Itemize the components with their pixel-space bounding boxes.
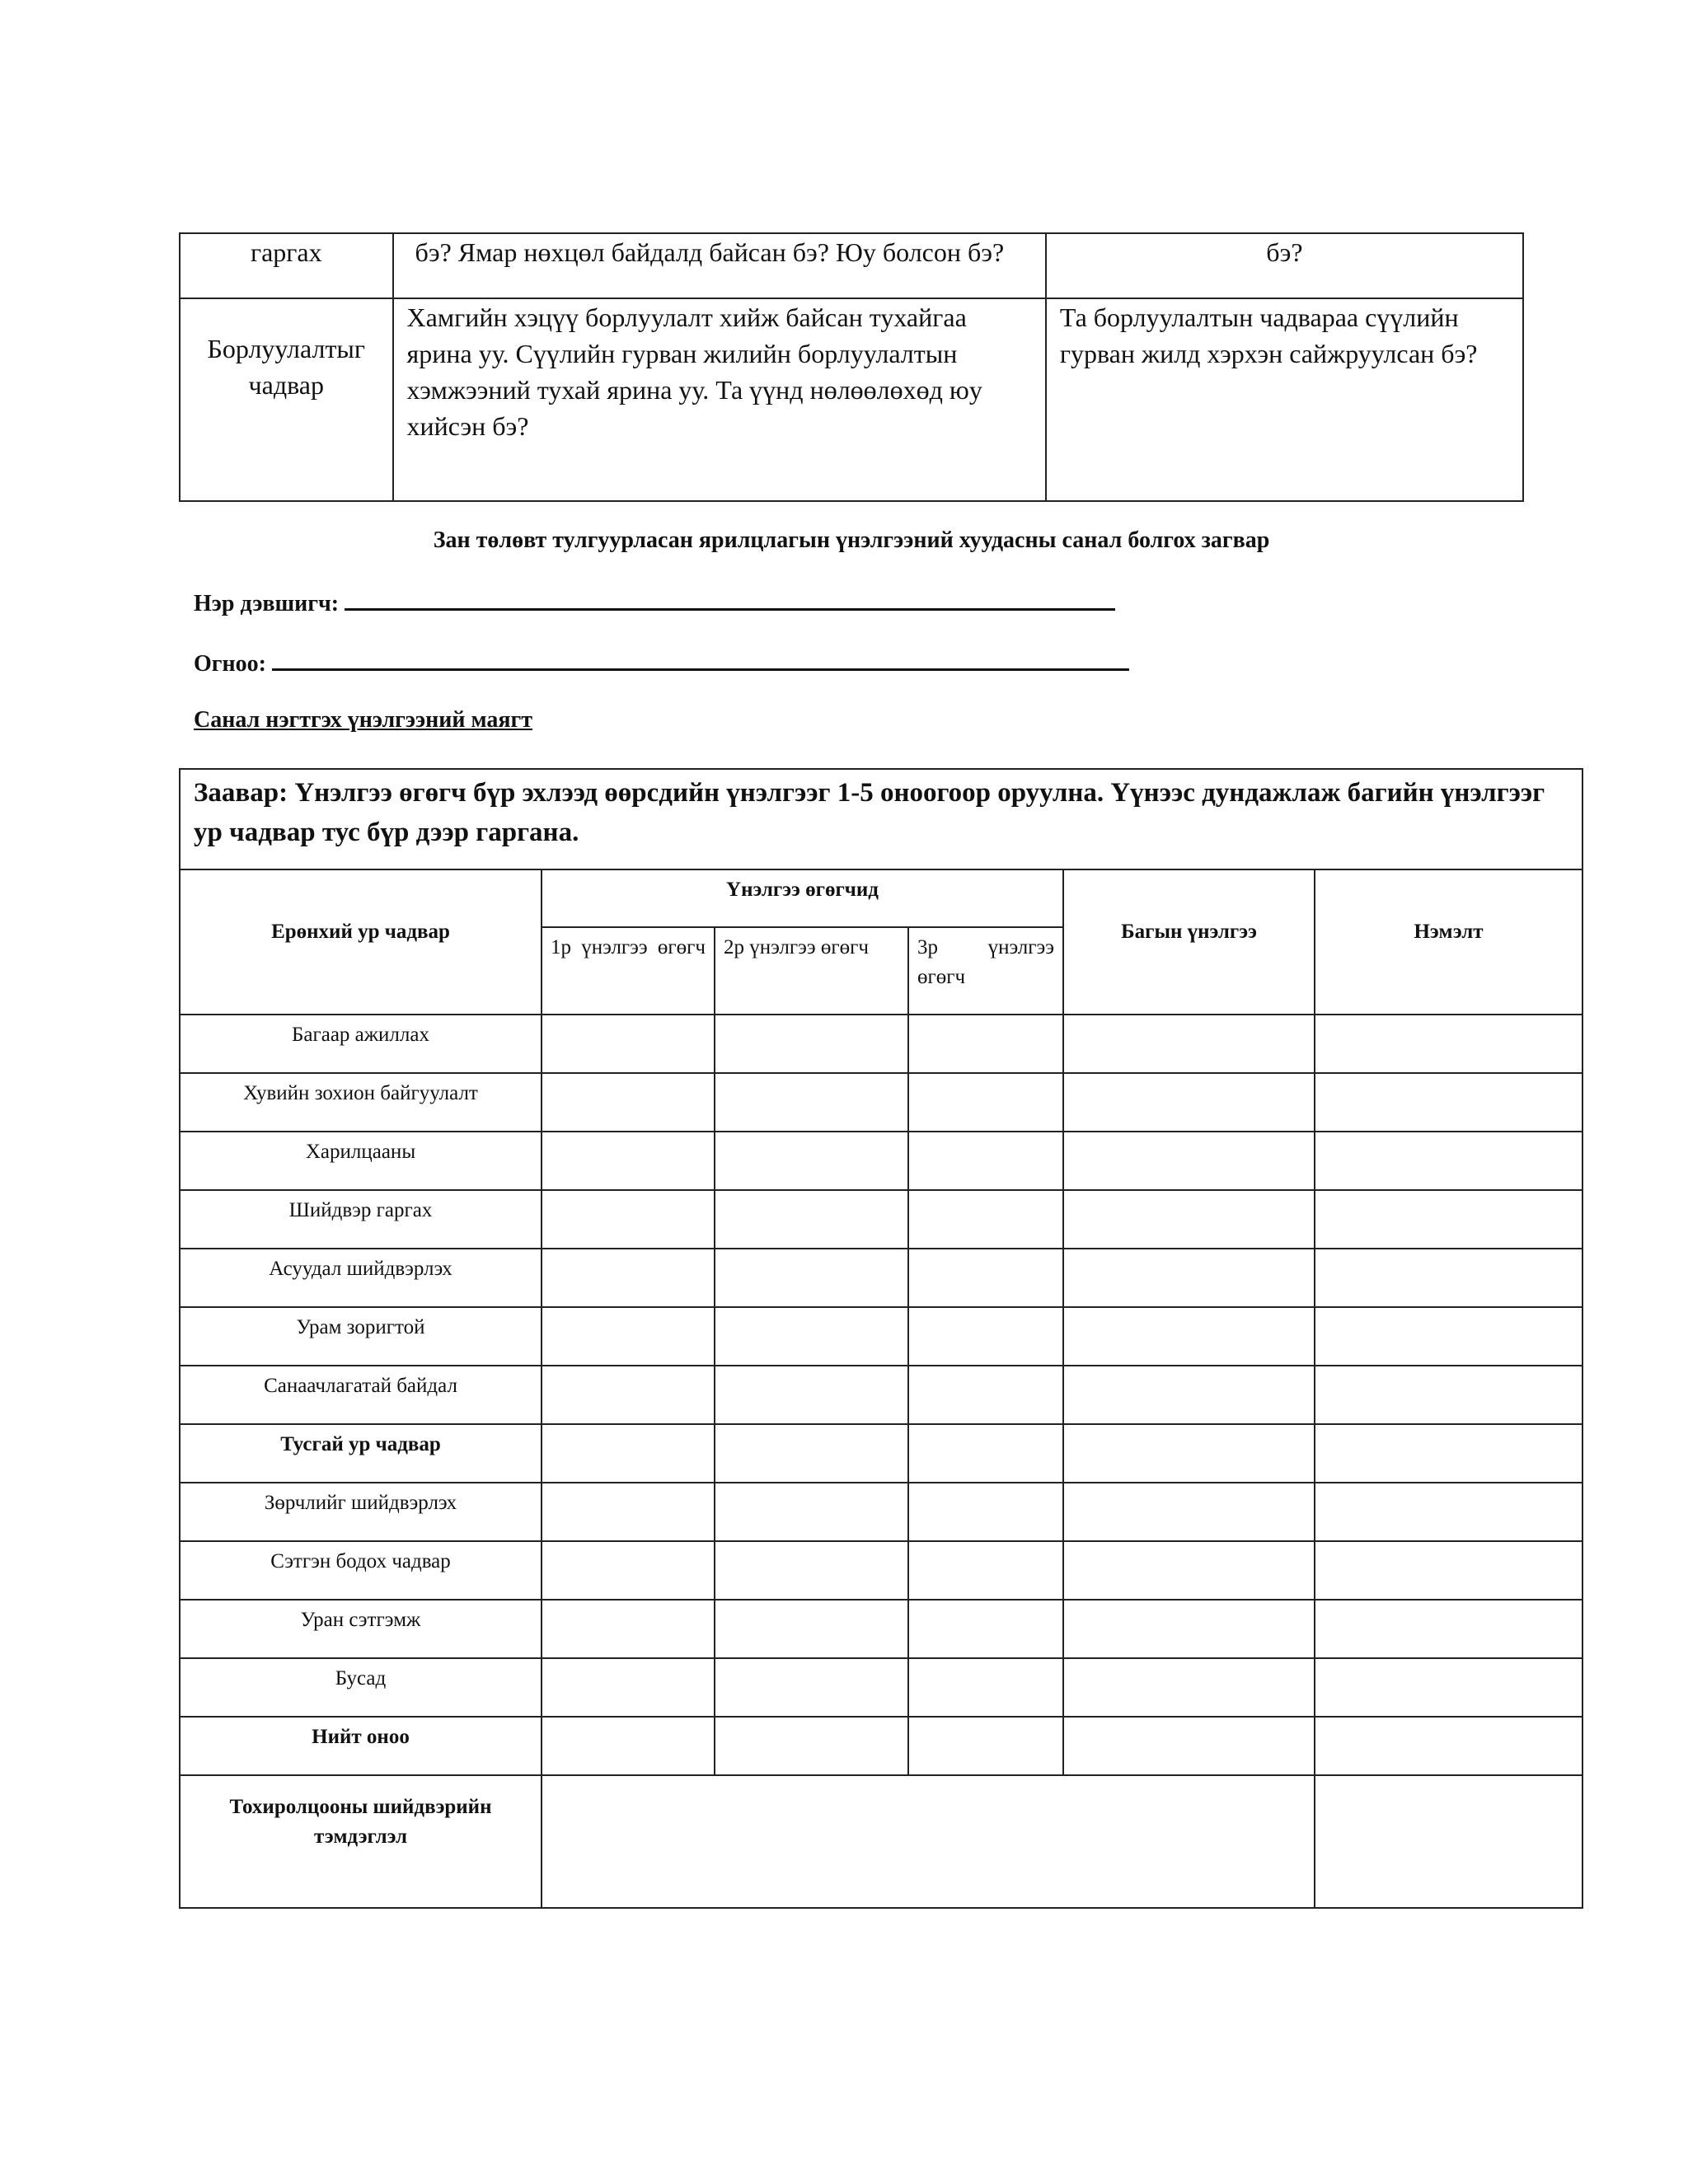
table-row <box>180 1307 1582 1366</box>
header-competency: Ерөнхий ур чадвар <box>180 869 542 1015</box>
rater-2-score-cell[interactable] <box>715 1307 908 1366</box>
competency-label: Урам зоригтой <box>180 1307 542 1366</box>
section-title: Зан төлөвт тулгуурласан ярилцлагын үнэлгээний хуудасны санал болгох загвар <box>433 527 1270 553</box>
competency-label: Зөрчлийг шийдвэрлэх <box>180 1483 542 1541</box>
date-field[interactable] <box>194 647 1129 677</box>
table-row <box>180 1073 1582 1132</box>
date-input-line[interactable] <box>272 647 1129 671</box>
note-cell[interactable] <box>1315 1424 1582 1483</box>
rater-1-score-cell[interactable] <box>542 1600 715 1658</box>
rater-3-score-cell[interactable] <box>908 1132 1063 1190</box>
team-score-cell[interactable] <box>1063 1307 1315 1366</box>
header-team-score: Багын үнэлгээ <box>1063 869 1315 1015</box>
team-score-cell[interactable] <box>1063 1424 1315 1483</box>
rater-1-score-cell[interactable] <box>542 1366 715 1424</box>
team-score-cell[interactable] <box>1063 1541 1315 1600</box>
competency-label: Харилцааны <box>180 1132 542 1190</box>
rater-2-score-cell[interactable] <box>715 1717 908 1775</box>
table-row <box>180 1132 1582 1190</box>
rater-3-score-cell[interactable] <box>908 1073 1063 1132</box>
final-notes-cell[interactable] <box>542 1775 1315 1908</box>
table-cell: Та борлуулалтын чадвараа сүүлийн гурван жилд хэрхэн сайжруулсан бэ? <box>1046 298 1523 501</box>
rater-3-score-cell[interactable] <box>908 1249 1063 1307</box>
note-cell[interactable] <box>1315 1483 1582 1541</box>
date-label: Огноо: <box>194 651 266 677</box>
table-cell: Борлуулалтыг чадвар <box>180 298 393 501</box>
competency-label: Тусгай ур чадвар <box>180 1424 542 1483</box>
note-cell[interactable] <box>1315 1366 1582 1424</box>
competency-label: Багаар ажиллах <box>180 1015 542 1073</box>
final-row-label: Тохиролцооны шийдвэрийн тэмдэглэл <box>180 1775 542 1908</box>
table-cell: бэ? Ямар нөхцөл байдалд байсан бэ? Юу болсон бэ? <box>393 233 1046 298</box>
rater-2-score-cell[interactable] <box>715 1132 908 1190</box>
table-row <box>180 1658 1582 1717</box>
instruction-text: Заавар: Үнэлгээ өгөгч бүр эхлээд өөрсдийн үнэлгээг 1-5 оноогоор оруулна. Үүнээс дундажлаж багийн үнэлгээг ур чадвар тус бүр дээр гаргана. <box>180 769 1582 869</box>
rater-1-score-cell[interactable] <box>542 1073 715 1132</box>
final-row <box>180 1775 1582 1908</box>
candidate-input-line[interactable] <box>345 587 1115 611</box>
competency-label: Шийдвэр гаргах <box>180 1190 542 1249</box>
header-rater-3: 3р үнэлгээ өгөгч <box>908 927 1063 1015</box>
rater-2-score-cell[interactable] <box>715 1073 908 1132</box>
rater-2-score-cell[interactable] <box>715 1541 908 1600</box>
rater-3-score-cell[interactable] <box>908 1658 1063 1717</box>
rater-2-score-cell[interactable] <box>715 1483 908 1541</box>
team-score-cell[interactable] <box>1063 1190 1315 1249</box>
candidate-field[interactable] <box>194 587 1115 617</box>
note-cell[interactable] <box>1315 1190 1582 1249</box>
note-cell[interactable] <box>1315 1307 1582 1366</box>
rater-2-score-cell[interactable] <box>715 1366 908 1424</box>
note-cell[interactable] <box>1315 1717 1582 1775</box>
competency-rows <box>180 1015 1582 1775</box>
form-title: Санал нэгтгэх үнэлгээний маягт <box>194 707 532 733</box>
rater-1-score-cell[interactable] <box>542 1717 715 1775</box>
rater-2-score-cell[interactable] <box>715 1190 908 1249</box>
interview-questions-table <box>179 232 1524 502</box>
note-cell[interactable] <box>1315 1541 1582 1600</box>
rater-3-score-cell[interactable] <box>908 1541 1063 1600</box>
table-row <box>180 1717 1582 1775</box>
header-note: Нэмэлт <box>1315 869 1582 1015</box>
header-raters: Үнэлгээ өгөгчид <box>542 869 1063 927</box>
competency-label: Асуудал шийдвэрлэх <box>180 1249 542 1307</box>
team-score-cell[interactable] <box>1063 1015 1315 1073</box>
rater-2-score-cell[interactable] <box>715 1600 908 1658</box>
rater-1-score-cell[interactable] <box>542 1541 715 1600</box>
table-row <box>180 1190 1582 1249</box>
team-score-cell[interactable] <box>1063 1658 1315 1717</box>
table-row <box>180 233 1523 298</box>
note-cell[interactable] <box>1315 1073 1582 1132</box>
table-row <box>180 1424 1582 1483</box>
header-rater-2: 2р үнэлгээ өгөгч <box>715 927 908 1015</box>
rater-3-score-cell[interactable] <box>908 1424 1063 1483</box>
table-cell: бэ? <box>1046 233 1523 298</box>
table-row <box>180 1249 1582 1307</box>
rater-3-score-cell[interactable] <box>908 1307 1063 1366</box>
team-score-cell[interactable] <box>1063 1717 1315 1775</box>
table-row <box>180 1366 1582 1424</box>
note-cell[interactable] <box>1315 1132 1582 1190</box>
rater-1-score-cell[interactable] <box>542 1132 715 1190</box>
rater-3-score-cell[interactable] <box>908 1600 1063 1658</box>
competency-label: Уран сэтгэмж <box>180 1600 542 1658</box>
table-row <box>180 1600 1582 1658</box>
rater-1-score-cell[interactable] <box>542 1658 715 1717</box>
note-cell[interactable] <box>1315 1600 1582 1658</box>
table-row <box>180 298 1523 501</box>
note-cell[interactable] <box>1315 1015 1582 1073</box>
rater-1-score-cell[interactable] <box>542 1190 715 1249</box>
competency-label: Сэтгэн бодох чадвар <box>180 1541 542 1600</box>
evaluation-table <box>179 768 1583 1909</box>
rater-3-score-cell[interactable] <box>908 1015 1063 1073</box>
competency-label: Хувийн зохион байгуулалт <box>180 1073 542 1132</box>
table-row <box>180 1541 1582 1600</box>
team-score-cell[interactable] <box>1063 1600 1315 1658</box>
rater-1-score-cell[interactable] <box>542 1249 715 1307</box>
team-score-cell[interactable] <box>1063 1249 1315 1307</box>
final-extra-cell[interactable] <box>1315 1775 1582 1908</box>
rater-1-score-cell[interactable] <box>542 1015 715 1073</box>
rater-1-score-cell[interactable] <box>542 1483 715 1541</box>
header-rater-1: 1р үнэлгээ өгөгч <box>542 927 715 1015</box>
rater-2-score-cell[interactable] <box>715 1249 908 1307</box>
team-score-cell[interactable] <box>1063 1366 1315 1424</box>
rater-3-score-cell[interactable] <box>908 1483 1063 1541</box>
competency-label: Нийт оноо <box>180 1717 542 1775</box>
rater-2-score-cell[interactable] <box>715 1424 908 1483</box>
table-cell: гаргах <box>180 233 393 298</box>
instruction-row <box>180 769 1582 869</box>
rater-3-score-cell[interactable] <box>908 1366 1063 1424</box>
table-row <box>180 1015 1582 1073</box>
note-cell[interactable] <box>1315 1249 1582 1307</box>
team-score-cell[interactable] <box>1063 1073 1315 1132</box>
header-row <box>180 869 1582 927</box>
rater-2-score-cell[interactable] <box>715 1015 908 1073</box>
table-row <box>180 1483 1582 1541</box>
competency-label: Санаачлагатай байдал <box>180 1366 542 1424</box>
team-score-cell[interactable] <box>1063 1132 1315 1190</box>
rater-3-score-cell[interactable] <box>908 1190 1063 1249</box>
team-score-cell[interactable] <box>1063 1483 1315 1541</box>
rater-2-score-cell[interactable] <box>715 1658 908 1717</box>
rater-1-score-cell[interactable] <box>542 1307 715 1366</box>
competency-label: Бусад <box>180 1658 542 1717</box>
table-cell: Хамгийн хэцүү борлуулалт хийж байсан тухайгаа ярина уу. Сүүлийн гурван жилийн борлуулалтын хэмжээний тухай ярина уу. Та үүнд нөлөөлөхөд юу хийсэн бэ? <box>393 298 1046 501</box>
rater-3-score-cell[interactable] <box>908 1717 1063 1775</box>
rater-1-score-cell[interactable] <box>542 1424 715 1483</box>
candidate-label: Нэр дэвшигч: <box>194 591 340 616</box>
note-cell[interactable] <box>1315 1658 1582 1717</box>
